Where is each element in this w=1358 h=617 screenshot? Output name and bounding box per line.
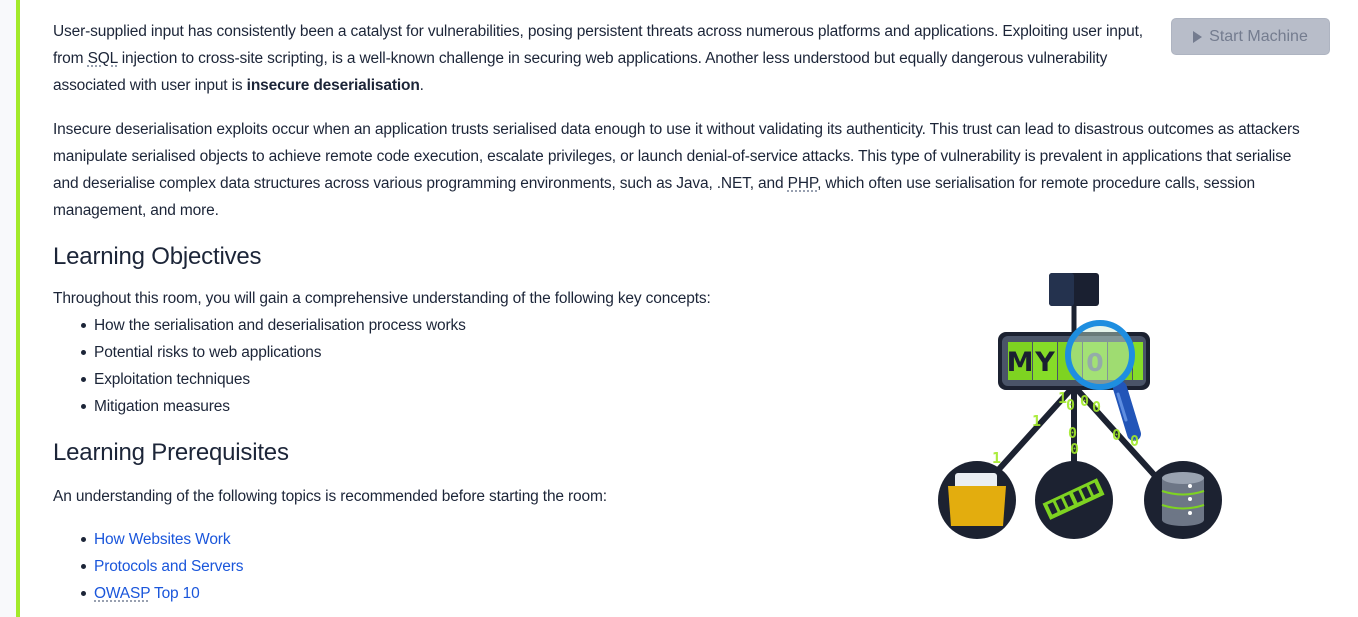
svg-text:0: 0 (1070, 440, 1080, 458)
deserialisation-illustration (920, 268, 1230, 548)
svg-text:0: 0 (1080, 392, 1090, 410)
list-item: Mitigation measures (80, 393, 1323, 420)
prerequisites-intro: An understanding of the following topics is recommended before starting the room: (53, 488, 607, 505)
link-how-websites-work[interactable]: How Websites Work (94, 531, 231, 548)
svg-text:1: 1 (1032, 412, 1042, 430)
svg-text:1: 1 (1058, 389, 1068, 407)
task-accent-bar (16, 0, 20, 617)
svg-text:0: 0 (1068, 424, 1078, 442)
svg-text:0: 0 (1092, 398, 1102, 416)
illustration-svg (920, 268, 1230, 548)
learning-objectives-heading: Learning Objectives (53, 243, 262, 270)
svg-text:1: 1 (992, 449, 1002, 467)
start-machine-label: Start Machine (1209, 27, 1308, 45)
svg-text:0: 0 (1112, 426, 1122, 444)
list-item: How the serialisation and deserialisation process works (80, 312, 1323, 339)
objectives-intro: Throughout this room, you will gain a comprehensive understanding of the following key concepts: (53, 290, 711, 307)
link-protocols-and-servers[interactable]: Protocols and Servers (94, 558, 244, 575)
ram-memory-icon (1035, 461, 1113, 539)
insecure-deserialisation-bold: insecure deserialisation (246, 77, 420, 94)
sql-abbr[interactable]: SQL (87, 50, 118, 67)
server-box-icon (1049, 273, 1099, 306)
left-gutter (0, 0, 16, 617)
svg-text:M: M (1006, 347, 1034, 378)
intro-paragraph-1: User-supplied input has consistently been a catalyst for vulnerabilities, posing persistent threats across numerous platforms and applications. Exploiting user input, from SQL injection to cross-site scripting, is a well-known challenge in securing web applications. Another less understood but equally dangerous vulnerability associated with user input is insecure deserialisation. (53, 23, 1143, 94)
svg-text:Y: Y (1035, 347, 1055, 378)
list-item: Potential risks to web applications (80, 339, 1323, 366)
learning-prerequisites-heading: Learning Prerequisites (53, 439, 289, 466)
database-icon (1144, 461, 1222, 539)
list-item (80, 553, 1323, 580)
link-owasp-top-10[interactable]: OWASP Top 10 (94, 585, 200, 602)
list-item (80, 580, 1323, 607)
folder-icon (938, 461, 1016, 539)
owasp-abbr: OWASP (94, 585, 151, 602)
php-abbr[interactable]: PHP (787, 175, 818, 192)
list-item: Exploitation techniques (80, 366, 1323, 393)
svg-text:0: 0 (1130, 432, 1140, 450)
intro-paragraph-2: Insecure deserialisation exploits occur when an application trusts serialised data enough to use it without validating its authenticity. This trust can lead to disastrous outcomes as attackers manipulate serialised objects to achieve remote code execution, escalate privileges, or launch denial-of-service attacks. This type of vulnerability is prevalent in applications that serialise and deserialise complex data structures across various programming environments, such as Java, .NET, and PHP, which often use serialisation for remote procedure calls, session management, and more. (53, 121, 1300, 219)
svg-text:0: 0 (1066, 396, 1076, 414)
